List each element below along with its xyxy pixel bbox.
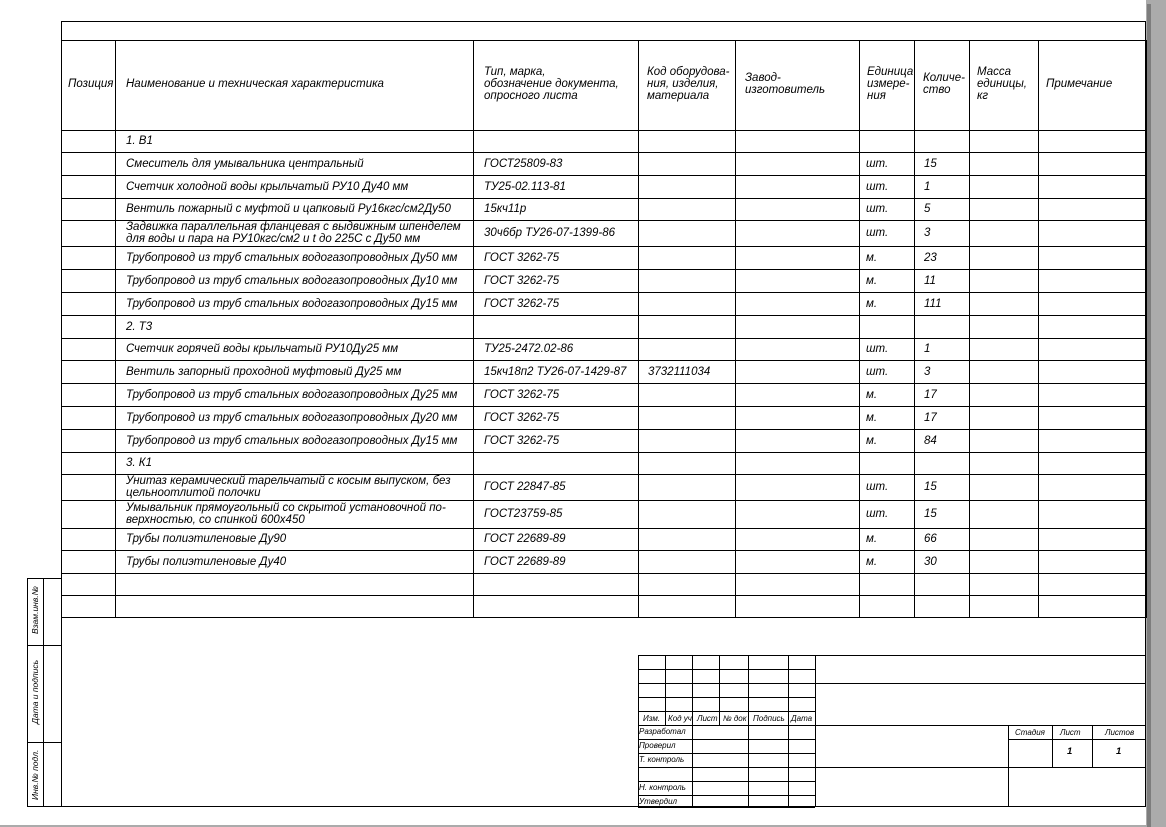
table-column-rule bbox=[1038, 40, 1039, 618]
row-name-line: для воды и пара на РУ10кгс/см2 и t до 225С с Ду50 мм bbox=[126, 233, 421, 245]
row-name-line: 3. К1 bbox=[126, 457, 152, 469]
stamp-column-rule bbox=[788, 655, 789, 726]
row-quantity: 84 bbox=[924, 435, 937, 447]
row-code: 3732111034 bbox=[648, 366, 711, 378]
row-type: ГОСТ 3262-75 bbox=[484, 412, 560, 424]
row-name bbox=[126, 321, 152, 333]
table-column-rule bbox=[115, 40, 116, 618]
row-name-line: 1. В1 bbox=[126, 135, 153, 147]
row-unit: м. bbox=[866, 298, 878, 310]
stamp-row-rule bbox=[815, 725, 1146, 726]
side-stamp-top-border bbox=[27, 578, 61, 579]
row-name-line: Вентиль запорный проходной муфтовый Ду25 мм bbox=[126, 366, 402, 378]
row-name-line: 2. Т3 bbox=[126, 321, 153, 333]
row-unit: м. bbox=[866, 252, 878, 264]
table-row-rule bbox=[61, 292, 1146, 293]
row-type: ГОСТ 22689-89 bbox=[484, 556, 566, 568]
side-stamp-divider bbox=[27, 645, 61, 646]
stamp-row-rule bbox=[815, 655, 1146, 656]
table-row-rule bbox=[61, 130, 1146, 131]
row-unit: шт. bbox=[866, 343, 889, 355]
row-unit: шт. bbox=[866, 181, 889, 193]
row-name bbox=[126, 366, 401, 378]
row-type: ГОСТ 22689-89 bbox=[484, 533, 566, 545]
row-quantity: 15 bbox=[924, 508, 937, 520]
table-row-rule bbox=[61, 500, 1146, 501]
row-name bbox=[126, 221, 461, 245]
row-type: 15кч11р bbox=[484, 203, 527, 215]
row-name-line: Трубы полиэтиленовые Ду40 bbox=[126, 556, 287, 568]
row-name-line: Трубопровод из труб стальных водогазопроводных Ду50 мм bbox=[126, 252, 458, 264]
side-stamp-left-border bbox=[27, 578, 28, 807]
stamp-column-rule bbox=[665, 655, 666, 726]
table-row-rule bbox=[61, 269, 1146, 270]
row-unit: шт. bbox=[866, 508, 889, 520]
row-type: ГОСТ25809-83 bbox=[484, 158, 563, 170]
row-name bbox=[126, 502, 446, 526]
stamp-utverdil: Утвердил bbox=[639, 797, 678, 806]
row-unit: шт. bbox=[866, 366, 889, 378]
page-shadow bbox=[1147, 4, 1151, 827]
table-row-rule bbox=[61, 617, 1146, 618]
row-unit: м. bbox=[866, 435, 878, 447]
row-name bbox=[126, 457, 152, 469]
stamp-column-rule bbox=[815, 655, 816, 726]
row-type: ГОСТ23759-85 bbox=[484, 508, 563, 520]
table-column-rule bbox=[969, 40, 970, 618]
row-type: ТУ25-2472.02-86 bbox=[484, 343, 574, 355]
table-row-rule bbox=[61, 198, 1146, 199]
stamp-kod: Код уч bbox=[668, 714, 692, 723]
row-unit: шт. bbox=[866, 158, 889, 170]
row-type: ГОСТ 22847-85 bbox=[484, 481, 566, 493]
stamp-column-rule bbox=[638, 725, 639, 807]
stamp-column-rule bbox=[692, 725, 693, 807]
row-name bbox=[126, 181, 408, 193]
table-row-rule bbox=[61, 246, 1146, 247]
table-column-rule bbox=[473, 40, 474, 618]
table-column-rule bbox=[638, 40, 639, 618]
row-name bbox=[126, 556, 286, 568]
row-unit: м. bbox=[866, 533, 878, 545]
row-quantity: 66 bbox=[924, 533, 937, 545]
header-position: Позиция bbox=[68, 78, 114, 90]
row-quantity: 3 bbox=[924, 366, 931, 378]
table-row-rule bbox=[61, 338, 1146, 339]
row-quantity: 11 bbox=[924, 275, 936, 287]
side-label-date-signature: Дата и подпись bbox=[30, 659, 40, 724]
table-row-rule bbox=[61, 360, 1146, 361]
row-quantity: 15 bbox=[924, 481, 937, 493]
row-name bbox=[126, 343, 398, 355]
row-quantity: 5 bbox=[924, 203, 931, 215]
stamp-data: Дата bbox=[791, 714, 813, 723]
row-quantity: 1 bbox=[924, 181, 931, 193]
stamp-nkontrol: Н. контроль bbox=[639, 783, 686, 792]
table-row-rule bbox=[61, 595, 1146, 596]
row-unit: м. bbox=[866, 389, 878, 401]
row-type: 15кч18п2 ТУ26-07-1429-87 bbox=[484, 366, 627, 378]
row-name bbox=[126, 203, 451, 215]
table-row-rule bbox=[61, 383, 1146, 384]
row-name-line: Задвижка параллельная фланцевая с выдвижным шпенделем bbox=[126, 221, 461, 233]
table-row-rule bbox=[61, 528, 1146, 529]
stamp-list: Лист bbox=[697, 714, 718, 723]
stamp-row-rule bbox=[815, 767, 1146, 768]
row-quantity: 23 bbox=[924, 252, 937, 264]
header-type: Тип, марка, обозначение документа, опросного листа bbox=[484, 66, 619, 102]
row-quantity: 17 bbox=[924, 389, 937, 401]
table-row-rule bbox=[61, 573, 1146, 574]
row-name bbox=[126, 275, 457, 287]
row-name-line: Трубопровод из труб стальных водогазопроводных Ду20 мм bbox=[126, 412, 458, 424]
row-name-line: Унитаз керамический тарельчатый с косым выпуском, без bbox=[126, 475, 451, 487]
stamp-column-rule bbox=[748, 725, 749, 807]
stamp-sheet-value: 1 bbox=[1067, 746, 1073, 757]
row-name bbox=[126, 298, 457, 310]
row-type: ГОСТ 3262-75 bbox=[484, 435, 560, 447]
stamp-row-rule bbox=[1008, 739, 1146, 740]
row-type: ГОСТ 3262-75 bbox=[484, 275, 560, 287]
stamp-sheet-label: Лист bbox=[1060, 728, 1081, 737]
row-name bbox=[126, 435, 457, 447]
row-name-line: Счетчик горячей воды крыльчатый РУ10Ду25 мм bbox=[126, 343, 399, 355]
table-row-rule bbox=[61, 452, 1146, 453]
row-name bbox=[126, 475, 451, 499]
stamp-razrabotal: Разработал bbox=[639, 727, 686, 736]
row-unit: шт. bbox=[866, 203, 889, 215]
header-code: Код оборудова- ния, изделия, материала bbox=[647, 66, 730, 102]
table-row-rule bbox=[61, 40, 1146, 41]
row-quantity: 1 bbox=[924, 343, 931, 355]
table-column-rule bbox=[61, 40, 62, 618]
stamp-ndok: № док bbox=[723, 714, 747, 723]
row-unit: шт. bbox=[866, 227, 889, 239]
stamp-stadiya-label: Стадия bbox=[1015, 728, 1045, 737]
stamp-row-rule bbox=[638, 807, 815, 808]
table-row-rule bbox=[61, 550, 1146, 551]
row-type: 30ч6бр ТУ26-07-1399-86 bbox=[484, 227, 616, 239]
header-unit: Единица измере- ния bbox=[867, 66, 914, 102]
stamp-column-rule bbox=[748, 655, 749, 726]
stamp-column-rule bbox=[1008, 725, 1009, 807]
row-type: ГОСТ 3262-75 bbox=[484, 252, 560, 264]
stamp-sheets-label: Листов bbox=[1105, 728, 1135, 737]
side-label-vzam: Взам.инв.№ bbox=[30, 586, 40, 634]
row-name-line: верхностью, со спинкой 600х450 bbox=[126, 514, 305, 526]
stamp-row-rule bbox=[815, 683, 1146, 684]
row-name-line: Счетчик холодной воды крыльчатый РУ10 Ду40 мм bbox=[126, 181, 409, 193]
row-name bbox=[126, 389, 457, 401]
side-stamp-divider bbox=[27, 742, 61, 743]
row-quantity: 15 bbox=[924, 158, 937, 170]
table-row-rule bbox=[61, 152, 1146, 153]
stamp-proveril: Проверил bbox=[639, 741, 676, 750]
header-manufacturer: Завод- изготовитель bbox=[745, 72, 826, 96]
row-name bbox=[126, 158, 364, 170]
row-type: ТУ25-02.113-81 bbox=[484, 181, 566, 193]
header-quantity: Количе- ство bbox=[923, 72, 965, 96]
side-label-inv: Инв.№ подл. bbox=[30, 749, 40, 800]
side-stamp-mid-border bbox=[43, 578, 44, 807]
table-row-rule bbox=[61, 429, 1146, 430]
header-mass: Масса единицы, кг bbox=[977, 66, 1027, 102]
row-unit: м. bbox=[866, 275, 878, 287]
row-quantity: 30 bbox=[924, 556, 937, 568]
table-column-rule bbox=[735, 40, 736, 618]
stamp-podpis: Подпись bbox=[753, 714, 785, 723]
table-row-rule bbox=[61, 315, 1146, 316]
row-name-line: цельноотлитой полочки bbox=[126, 487, 261, 499]
stamp-column-rule bbox=[719, 655, 720, 726]
stamp-column-rule bbox=[1092, 725, 1093, 767]
row-name-line: Вентиль пожарный с муфтой и цапковый Ру16кгс/см2Ду50 bbox=[126, 203, 451, 215]
row-unit: м. bbox=[866, 412, 878, 424]
row-name-line: Трубопровод из труб стальных водогазопроводных Ду15 мм bbox=[126, 298, 458, 310]
row-name-line: Трубопровод из труб стальных водогазопроводных Ду10 мм bbox=[126, 275, 458, 287]
row-name bbox=[126, 412, 457, 424]
row-name-line: Умывальник прямоугольный со скрытой установочной по- bbox=[126, 502, 446, 514]
stamp-izm: Изм. bbox=[643, 714, 661, 723]
row-name-line: Смеситель для умывальника центральный bbox=[126, 158, 364, 170]
row-name bbox=[126, 252, 457, 264]
stamp-column-rule bbox=[815, 725, 816, 807]
row-name bbox=[126, 533, 286, 545]
stamp-column-rule bbox=[638, 655, 639, 726]
header-note: Примечание bbox=[1046, 78, 1113, 90]
row-quantity: 17 bbox=[924, 412, 937, 424]
row-quantity: 111 bbox=[924, 298, 942, 310]
row-name-line: Трубопровод из труб стальных водогазопроводных Ду15 мм bbox=[126, 435, 458, 447]
side-stamp-bottom-border bbox=[27, 806, 61, 807]
table-row-rule bbox=[61, 406, 1146, 407]
stamp-tkontrol: Т. контроль bbox=[639, 755, 685, 764]
row-type: ГОСТ 3262-75 bbox=[484, 298, 560, 310]
table-column-rule bbox=[914, 40, 915, 618]
stamp-column-rule bbox=[1052, 725, 1053, 767]
row-name bbox=[126, 135, 153, 147]
table-row-rule bbox=[61, 175, 1146, 176]
row-unit: шт. bbox=[866, 481, 889, 493]
row-type: ГОСТ 3262-75 bbox=[484, 389, 560, 401]
row-quantity: 3 bbox=[924, 227, 931, 239]
header-name: Наименование и техническая характеристика bbox=[126, 78, 384, 90]
stamp-column-rule bbox=[692, 655, 693, 726]
row-unit: м. bbox=[866, 556, 878, 568]
row-name-line: Трубопровод из труб стальных водогазопроводных Ду25 мм bbox=[126, 389, 458, 401]
row-name-line: Трубы полиэтиленовые Ду90 bbox=[126, 533, 287, 545]
stamp-column-rule bbox=[788, 725, 789, 807]
table-column-rule bbox=[859, 40, 860, 618]
stamp-sheets-value: 1 bbox=[1116, 746, 1122, 757]
